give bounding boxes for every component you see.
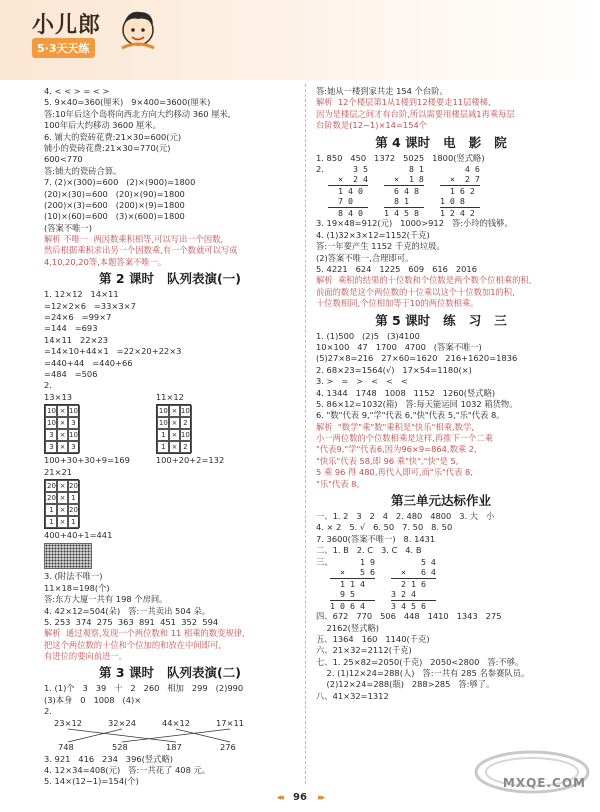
calc-row: 4 6: [439, 163, 480, 174]
section-title-unit-3: 第三单元达标作业: [390, 493, 491, 509]
left-column: [44, 86, 296, 788]
matching-top-item: 32×24: [108, 717, 137, 728]
grid-cell: 10: [179, 429, 192, 441]
list-item: 3. > = > < < <: [316, 376, 408, 387]
list-item: 答:她从一楼到家共走 154 个台阶。: [316, 86, 448, 96]
answers-list: [44, 571, 296, 628]
list-item: 100年后大约移动 3600 厘米。: [44, 120, 161, 131]
calc-row: 1 0 8: [440, 196, 480, 208]
grid-cell: 3: [67, 441, 80, 453]
grid-cell: 20: [67, 480, 80, 492]
area-grid-1: [44, 392, 130, 467]
list-item: 2162(竖式略): [316, 622, 380, 633]
list-item: 铺小的瓷砖花费:21×30=770(元): [44, 142, 171, 153]
vertical-calculation: [328, 164, 368, 219]
list-item: =440+44 =440+66: [44, 357, 133, 368]
multiplication-grid: [44, 479, 79, 529]
list-item: 2. (1)12×24=288(人) 答:一共有 285 名参赛队员。: [316, 668, 530, 679]
grid-cell: ×: [56, 417, 69, 429]
list-item: 解析 乘积的结果的十位数和个位数是两个数个位相乘的积,: [316, 275, 532, 286]
next-arrows-icon: ▸▸: [318, 793, 324, 803]
grid-cell: 10: [67, 429, 80, 441]
list-item: (2)12×24=288(瓶) 288>285 答:够了。: [316, 679, 495, 690]
list-item: 然后根据乘积求出另一个因数乘,有一个数就可以写成: [44, 245, 238, 256]
list-item: 小一两位数的个位数相乘是这样,再推下一个二乘: [316, 433, 493, 444]
calc-row: 8 4 0: [328, 207, 363, 218]
analysis-note: [316, 275, 566, 309]
grid-answer: 100+20+2=132: [155, 455, 225, 466]
matching-top-item: 44×12: [162, 717, 191, 728]
list-item: 5. 14×(12−1)=154(个): [44, 776, 139, 787]
calc-row: 8 1: [383, 163, 424, 174]
grid-cell: 1: [157, 429, 170, 441]
list-item: 4,10,20,20等,本题答案不唯一。: [44, 256, 167, 267]
list-item: "乐"代表 8。: [316, 478, 365, 489]
calc-row: 1 2 4 2: [439, 207, 475, 218]
calc-row: × 2 7: [439, 174, 480, 185]
calc-row: 2 1 6: [390, 578, 426, 589]
grid-diagram-row: [44, 392, 296, 467]
calc-row: 5 4: [390, 556, 436, 567]
grid-cell: 2: [179, 441, 192, 453]
grid-cell: 20: [45, 480, 58, 492]
list-item: (10)×(60)=600 (3)×(600)=1800: [44, 211, 185, 222]
calc-row: × 6 4: [390, 567, 436, 578]
list-item: 1. 12×12 14×11: [44, 289, 119, 300]
matching-bottom-item: 276: [220, 741, 236, 752]
list-item: 把这个两位数的十位和个位加的和放在中间即可,: [44, 639, 221, 650]
list-item: 一、1. 2 3 2 4 2. 480 4800 3. 大 小: [316, 511, 495, 522]
matching-bottom-item: 187: [166, 741, 182, 752]
list-item: 解析 "数学"乘"数"乘积是"快乐"相乘,数学,: [316, 421, 474, 432]
list-item: 7. (2)×(300)=600 (2)×(900)=1800: [44, 177, 196, 188]
list-item: 答:一年要产生 1152 千克的垃圾。: [316, 241, 445, 252]
list-item: "代表9,"学"代表6,因为96×9=864,数乘 2,: [316, 444, 477, 455]
calc-row: 3 4 5 6: [390, 600, 426, 611]
column-divider: [305, 84, 306, 784]
list-item: 4. 42×12=504(朵) 答:一共卖出 504 朵。: [44, 605, 211, 616]
list-item: 2.: [44, 706, 52, 717]
logo-title: 小儿郎: [32, 13, 102, 38]
calc-row: 1 9: [330, 556, 375, 567]
analysis-note: [316, 97, 566, 131]
list-item: 6. 铺大的瓷砖花费:21×30=600(元): [44, 131, 182, 142]
list-item: 4. < < > = < >: [44, 86, 110, 96]
list-item: 5. 253 374 275 363 891 451 352 594: [44, 616, 219, 627]
right-column: [316, 86, 566, 702]
list-item: 前面的数是这个两位数的十位乘以这个十位数加1的积,: [316, 286, 515, 297]
grid-cell: 1: [45, 504, 58, 516]
matching-top-item: 17×11: [216, 717, 245, 728]
calc-row: 9 5: [330, 589, 375, 601]
list-item: 2.: [44, 380, 52, 391]
list-item: 7. 3600(答案不唯一) 8. 1431: [316, 533, 436, 544]
calc-row: 1 4 0: [328, 185, 363, 196]
list-item: 5. 9×40=360(厘米) 9×400=3600(厘米): [44, 97, 211, 108]
list-item: 台阶数是(12−1)×14=154个: [316, 120, 428, 131]
grid-cell: ×: [168, 441, 181, 453]
grid-cell: 1: [67, 492, 80, 504]
list-item: =12×2×6 =33×3×7: [44, 300, 136, 311]
grid-cell: 3: [45, 441, 58, 453]
matching-diagram: [44, 718, 274, 754]
grid-cell: 1: [45, 516, 58, 528]
grid-answer: 400+40+1=441: [44, 529, 113, 540]
list-item: 4. (1)32×3×12=1152(千克): [316, 229, 430, 240]
list-item: 10×100 47 1700 4700 (答案不唯一): [316, 341, 482, 352]
list-item: 1. (1)500 (2)5 (3)4100: [316, 330, 420, 341]
dot-array-row: [44, 543, 296, 569]
grid-cell: 10: [45, 417, 58, 429]
grid-cell: 10: [157, 405, 170, 417]
list-item: (200)×(3)=600 (200)×(9)=1800: [44, 199, 185, 210]
grid-cell: ×: [168, 417, 181, 429]
analysis-note: [316, 422, 566, 490]
list-item: 3. (附法不唯一): [44, 571, 103, 582]
calc-row: 1 4 5 8: [383, 207, 419, 218]
list-item: =484 =506: [44, 368, 98, 379]
section-title-lesson-2: 第 2 课时 队列表演(一): [99, 271, 241, 287]
list-item: 600<770: [44, 154, 83, 165]
grid-cell: ×: [56, 480, 69, 492]
calc-row: 6 4 8: [383, 185, 419, 196]
multiplication-grid: [44, 404, 79, 454]
prev-arrows-icon: ◂◂: [276, 793, 282, 803]
area-grid-3: [44, 467, 296, 542]
answers-list: [316, 218, 566, 275]
mascot-face-icon: [118, 6, 158, 50]
answers-list: [44, 683, 296, 706]
calc-row: 3 5: [328, 163, 368, 174]
vertical-calculation: [384, 164, 424, 219]
calc-row: × 5 6: [330, 567, 375, 578]
logo-subtitle: 5·3天天练: [32, 38, 95, 58]
grid-cell: ×: [168, 429, 181, 441]
list-item: 六、21×32=2112(千克): [316, 645, 412, 656]
list-item: 5 乘 96 得 480,再代入即可,而"乐"代表 8,: [316, 467, 473, 478]
list-item: 2. 68×23=1564(√) 17×54=1180(×): [316, 364, 472, 375]
list-item: (3)本身 0 1008 (4)×: [44, 694, 142, 705]
section-title-lesson-4: 第 4 课时 电 影 院: [375, 134, 507, 150]
list-item: 答:10年后这个岛将向西北方向大约移动 360 厘米,: [44, 108, 231, 119]
list-item: 解析 通过观察,发现一个两位数和 11 相乘的数变规律,: [44, 628, 245, 639]
grid-title: 21×21: [44, 466, 73, 477]
grid-cell: 1: [67, 516, 80, 528]
grid-cell: ×: [56, 429, 69, 441]
answers-list: [44, 754, 296, 788]
vertical-calculation: [391, 557, 436, 612]
list-item: 二、1. B 2. C 3. C 4. B: [316, 545, 422, 556]
grid-cell: 3: [45, 429, 58, 441]
list-item: 4. 1344 1748 1008 1152 1260(竖式略): [316, 387, 496, 398]
grid-cell: 10: [157, 417, 170, 429]
matching-bottom-item: 748: [58, 741, 74, 752]
list-item: (2)答案不唯一,合理即可。: [316, 252, 414, 263]
list-item: 五、1364 160 1140(千克): [316, 633, 430, 644]
grid-cell: ×: [56, 492, 69, 504]
answers-list: [316, 611, 566, 702]
page-number: 96: [293, 792, 307, 803]
list-item: 6. "数"代表 9,"学"代表 6,"快"代表 5,"乐"代表 8。: [316, 410, 505, 421]
grid-cell: ×: [56, 504, 69, 516]
calc-row: 7 0: [328, 196, 368, 208]
list-item: 14×11 22×23: [44, 334, 109, 345]
list-item: 1. 850 450 1372 5025 1800(竖式略): [316, 152, 485, 163]
list-item: 解析 12个楼层第1从1楼到12楼要走11层楼梯,: [316, 97, 491, 108]
list-item: 11×18=198(个): [44, 582, 110, 593]
grid-cell: ×: [168, 405, 181, 417]
grid-answer: 100+30+30+9=169: [44, 455, 130, 466]
calc-row: 1 6 2: [439, 185, 475, 196]
list-item: 因为是楼层之间才有台阶,所以需要用楼层减1再乘每层: [316, 108, 515, 119]
list-item: (5)27×8=216 27×60=1620 216+1620=1836: [316, 353, 518, 364]
list-item: 3. 921 416 234 396(竖式略): [44, 753, 173, 764]
calc-row: 8 1: [384, 196, 424, 208]
list-item: 4. 12×34=408(元) 答:一共花了 408 元。: [44, 765, 211, 776]
calc-row: 1 1 4: [330, 578, 365, 589]
list-item: 答:东方大厦一共有 198 个房间。: [44, 594, 168, 605]
grid-cell: ×: [56, 441, 69, 453]
grid-cell: 3: [67, 417, 80, 429]
list-item: 七、1. 25×82=2050(千克) 2050<2800 答:不够。: [316, 656, 524, 667]
list-item: 2.: [316, 163, 324, 174]
answers-list: [316, 86, 566, 97]
grid-cell: 10: [179, 405, 192, 417]
grid-cell: 20: [45, 492, 58, 504]
dot-array-figure: [44, 543, 92, 569]
section-title-lesson-5: 第 5 课时 练 习 三: [375, 312, 507, 328]
answers-list: [316, 511, 566, 545]
calc-row: × 2 4: [328, 174, 368, 185]
list-item: (20)×(30)=600 (20)×(90)=1800: [44, 188, 185, 199]
list-item: 1. (1)个 3 39 十 2 260 相加 299 (2)990: [44, 683, 244, 694]
grid-cell: 20: [67, 504, 80, 516]
answers-list: [316, 331, 566, 422]
calc-row: × 1 8: [383, 174, 424, 185]
multiplication-grid: [156, 404, 191, 454]
calc-row: 3 2 4: [391, 589, 436, 601]
list-item: 答:铺大的瓷砖合算。: [44, 165, 122, 176]
list-item: 解析 不唯一 两因数乘积相等,可以写出一个因数,: [44, 234, 224, 245]
list-item: (答案不唯一): [44, 222, 92, 233]
list-item: 4. × 2 5. √ 6. 50 7. 50 8. 50: [316, 522, 453, 533]
vertical-calc-row: [316, 557, 566, 612]
calc-row: 1 0 6 4: [330, 600, 365, 611]
list-item: "快乐"代表 58,即 96 乘"快","快"是 5,: [316, 455, 459, 466]
matching-top-item: 23×12: [54, 717, 83, 728]
list-item: 5. 4221 624 1225 609 616 2016: [316, 264, 477, 275]
grid-cell: 10: [67, 405, 80, 417]
list-item: =144 =693: [44, 323, 98, 334]
grid-cell: 2: [179, 417, 192, 429]
answers-list: [44, 289, 296, 380]
watermark-text: MXQE.COM: [502, 776, 586, 790]
list-item: 3. 19×48=912(元) 1000>912 答:小玲的钱够。: [316, 218, 513, 229]
grid-cell: 1: [157, 441, 170, 453]
vertical-calculation: [440, 164, 480, 219]
matching-bottom-item: 528: [112, 741, 128, 752]
section-title-lesson-3: 第 3 课时 队列表演(二): [99, 665, 241, 681]
list-item: 有进位的要向前进一。: [44, 651, 127, 662]
vertical-calculation: [330, 557, 375, 612]
grid-cell: ×: [56, 405, 69, 417]
list-item: 八、41×32=1312: [316, 690, 389, 701]
grid-title: 13×13: [44, 391, 73, 402]
analysis-note: [44, 234, 296, 268]
grid-title: 11×12: [155, 391, 184, 402]
list-item: 四、672 770 506 448 1410 1343 275: [316, 611, 502, 622]
list-item: 三、: [316, 556, 333, 567]
grid-cell: 10: [45, 405, 58, 417]
area-grid-2: [156, 392, 224, 467]
analysis-note: [44, 628, 296, 662]
grid-cell: ×: [56, 516, 69, 528]
list-item: 十位数相同,个位相加等于10的两位数相乘。: [316, 298, 479, 309]
answers-list: [44, 86, 296, 234]
page-footer: [0, 792, 600, 803]
list-item: =24×6 =99×7: [44, 312, 112, 323]
vertical-calc-row: [316, 164, 566, 219]
list-item: =14×10+44×1 =22×20+22×3: [44, 346, 182, 357]
list-item: 5. 86×12=1032(箱) 答:每天能运回 1032 箱货物。: [316, 398, 518, 409]
header-banner: [0, 0, 600, 80]
